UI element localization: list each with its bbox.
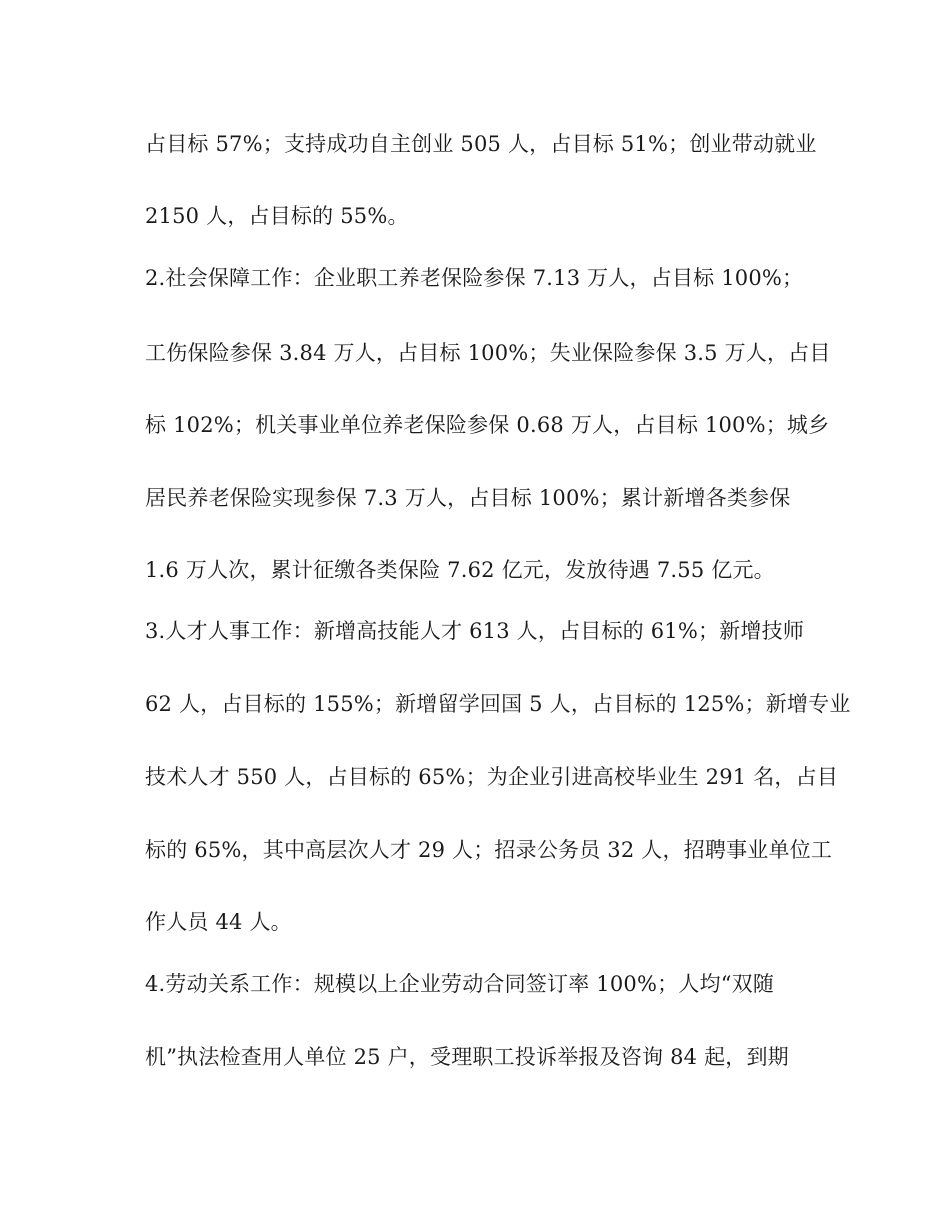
text-line: 机”执法检查用人单位 25 户，受理职工投诉举报及咨询 84 起，到期	[145, 1045, 789, 1069]
text-line: 2.社会保障工作：企业职工养老保险参保 7.13 万人，占目标 100%；	[145, 266, 804, 290]
text-line: 62 人，占目标的 155%；新增留学回国 5 人，占目标的 125%；新增专业	[145, 692, 851, 716]
text-line: 技术人才 550 人，占目标的 65%；为企业引进高校毕业生 291 名，占目	[145, 765, 839, 789]
text-line: 3.人才人事工作：新增高技能人才 613 人，占目标的 61%；新增技师	[145, 619, 805, 643]
text-line: 标的 65%，其中高层次人才 29 人；招录公务员 32 人，招聘事业单位工	[145, 838, 833, 862]
text-line: 标 102%；机关事业单位养老保险参保 0.68 万人，占目标 100%；城乡	[145, 413, 830, 437]
text-line: 2150 人，占目标的 55%。	[145, 204, 409, 228]
text-line: 工伤保险参保 3.84 万人，占目标 100%；失业保险参保 3.5 万人，占目	[145, 341, 831, 365]
text-line: 作人员 44 人。	[145, 910, 292, 934]
text-line: 居民养老保险实现参保 7.3 万人，占目标 100%；累计新增各类参保	[145, 486, 791, 510]
text-line: 1.6 万人次，累计征缴各类保险 7.62 亿元，发放待遇 7.55 亿元。	[145, 558, 775, 582]
text-line: 占目标 57%；支持成功自主创业 505 人，占目标 51%；创业带动就业	[145, 132, 817, 156]
text-line: 4.劳动关系工作：规模以上企业劳动合同签订率 100%；人均“双随	[145, 972, 775, 996]
